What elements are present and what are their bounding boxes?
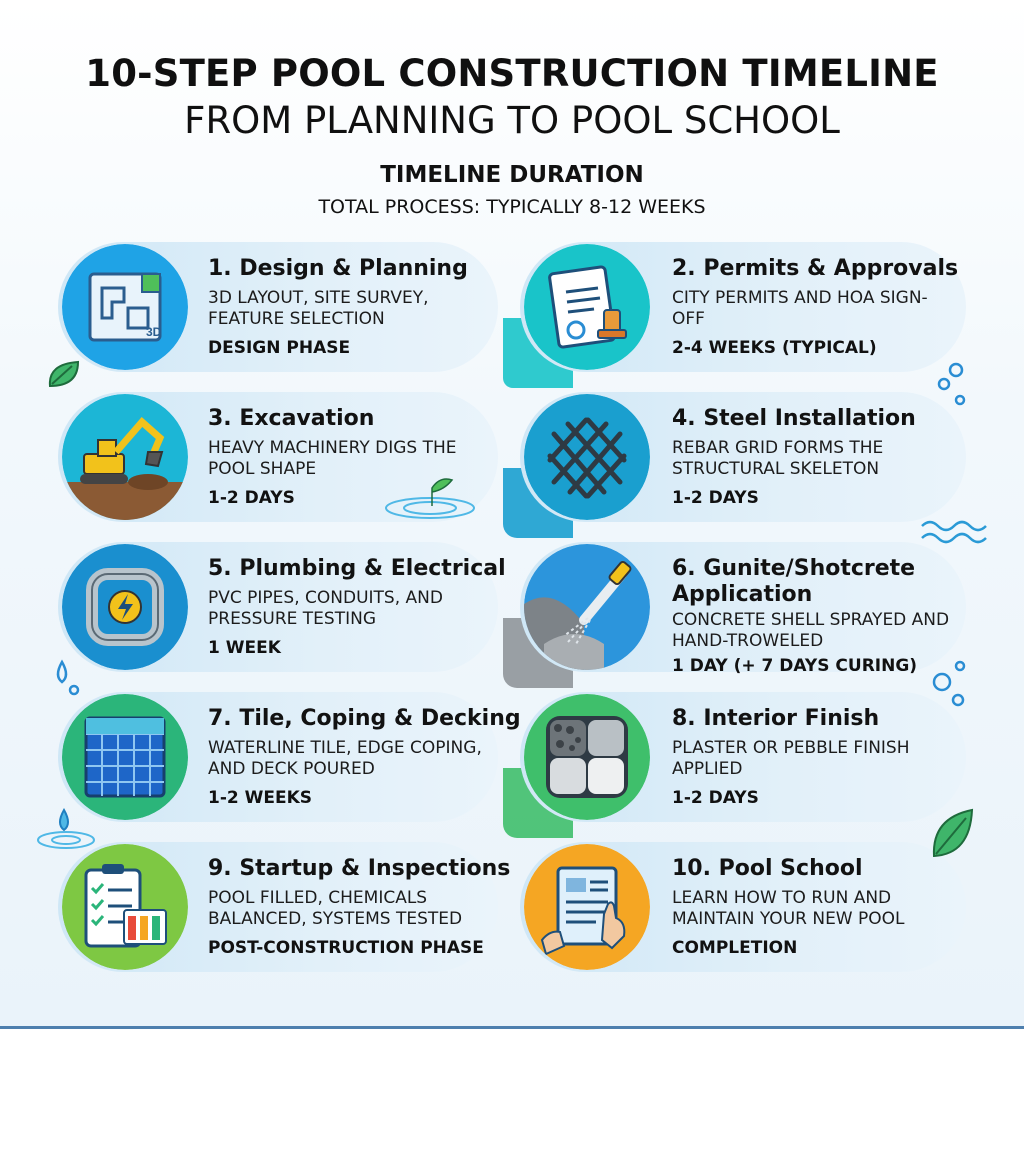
excavator-icon: [62, 394, 188, 520]
leaf-icon: [44, 356, 84, 392]
permit-document-icon: [524, 244, 650, 370]
step-duration: DESIGN PHASE: [208, 338, 351, 358]
step-card-10: [520, 842, 966, 972]
leaf-icon: [926, 804, 976, 862]
water-waves-icon: [918, 516, 988, 546]
step-title: 6. Gunite/Shotcrete Application: [672, 556, 916, 607]
pipe-electric-icon: [62, 544, 188, 670]
step-duration: 1-2 WEEKS: [208, 788, 313, 808]
step-card-8: [520, 692, 966, 822]
duration-text: TOTAL PROCESS: TYPICALLY 8-12 WEEKS: [318, 196, 706, 218]
title-line-2: FROM PLANNING TO POOL SCHOOL: [184, 99, 840, 142]
step-duration: COMPLETION: [672, 938, 798, 958]
step-card-7: [58, 692, 521, 822]
step-title: 3. Excavation: [208, 406, 375, 431]
step-card-9: [58, 842, 511, 972]
sprout-ripple-icon: [378, 472, 488, 522]
step-title: 7. Tile, Coping & Decking: [208, 706, 521, 731]
step-duration: 1-2 DAYS: [672, 488, 759, 508]
finish-samples-icon: [524, 694, 650, 820]
step-description: POOL FILLED, CHEMICALS BALANCED, SYSTEMS TESTED: [208, 888, 463, 929]
checklist-icon: [62, 844, 188, 970]
step-title: 1. Design & Planning: [208, 256, 468, 281]
step-description: 3D LAYOUT, SITE SURVEY, FEATURE SELECTION: [208, 288, 429, 329]
step-title: 5. Plumbing & Electrical: [208, 556, 506, 581]
step-duration: 2-4 WEEKS (TYPICAL): [672, 338, 877, 358]
step-title: 4. Steel Installation: [672, 406, 916, 431]
step-card-6: [520, 542, 966, 676]
step-description: REBAR GRID FORMS THE STRUCTURAL SKELETON: [672, 438, 884, 479]
title-line-1: 10-STEP POOL CONSTRUCTION TIMELINE: [85, 52, 939, 95]
step-description: PLASTER OR PEBBLE FINISH APPLIED: [672, 738, 910, 779]
step-duration: 1-2 DAYS: [208, 488, 295, 508]
rebar-grid-icon: [524, 394, 650, 520]
step-card-1: [58, 242, 498, 372]
water-bubbles-icon: [930, 360, 970, 410]
step-description: CONCRETE SHELL SPRAYED AND HAND-TROWELED: [672, 610, 950, 651]
manual-book-icon: [524, 844, 650, 970]
step-duration: 1 DAY (+ 7 DAYS CURING): [672, 656, 918, 676]
shotcrete-spray-icon: [524, 544, 650, 670]
water-drops-icon: [50, 658, 94, 698]
step-title: 2. Permits & Approvals: [672, 256, 959, 281]
water-drop-ripple-icon: [34, 806, 104, 852]
step-description: LEARN HOW TO RUN AND MAINTAIN YOUR NEW POOL: [672, 888, 905, 929]
blueprint-3d-label: 3D: [146, 325, 162, 339]
step-description: PVC PIPES, CONDUITS, AND PRESSURE TESTING: [208, 588, 443, 629]
step-card-4: [520, 392, 966, 522]
water-bubbles-icon: [926, 656, 970, 712]
tile-grid-icon: [62, 694, 188, 820]
step-description: HEAVY MACHINERY DIGS THE POOL SHAPE: [208, 438, 457, 479]
step-card-2: [520, 242, 966, 372]
blueprint-icon: [62, 244, 188, 370]
step-description: CITY PERMITS AND HOA SIGN-OFF: [672, 288, 928, 329]
duration-heading: TIMELINE DURATION: [380, 162, 644, 188]
step-duration: 1 WEEK: [208, 638, 281, 658]
step-title: 10. Pool School: [672, 856, 863, 881]
step-title: 9. Startup & Inspections: [208, 856, 511, 881]
step-card-5: [58, 542, 506, 672]
step-description: WATERLINE TILE, EDGE COPING, AND DECK POURED: [208, 738, 482, 779]
step-duration: 1-2 DAYS: [672, 788, 759, 808]
step-duration: POST-CONSTRUCTION PHASE: [208, 938, 484, 958]
step-title: 8. Interior Finish: [672, 706, 880, 731]
